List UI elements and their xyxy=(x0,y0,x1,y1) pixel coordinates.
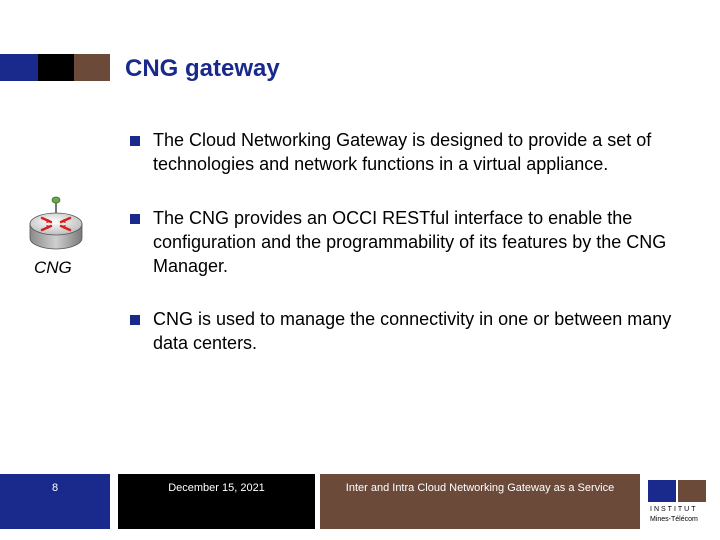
router-icon xyxy=(26,194,86,252)
bullet-square-icon xyxy=(130,315,140,325)
router-label: CNG xyxy=(34,258,72,277)
bullet-list xyxy=(130,128,700,385)
institution-logo xyxy=(648,480,708,528)
logo-brown-block xyxy=(678,480,706,502)
bullet-square-icon xyxy=(130,214,140,224)
title-accent-brown xyxy=(74,54,110,81)
bullet-item xyxy=(130,307,700,355)
logo-line2: Mines-Télécom xyxy=(650,516,698,523)
page-number: 8 xyxy=(51,482,59,494)
logo-line1: INSTITUT xyxy=(650,506,698,513)
bullet-item xyxy=(130,128,700,176)
footer-date: December 15, 2021 xyxy=(168,482,265,494)
bullet-text: CNG is used to manage the connectivity in one or between many data centers. xyxy=(153,309,672,353)
title-accent-bar xyxy=(0,54,110,81)
bullet-item xyxy=(130,206,700,278)
bullet-square-icon xyxy=(130,136,140,146)
title-accent-black xyxy=(38,54,74,81)
bullet-text: The CNG provides an OCCI RESTful interface to enable the configuration and the programmability of its features by the CNG Manager. xyxy=(153,208,667,276)
logo-blue-block xyxy=(648,480,676,502)
title-accent-blue xyxy=(0,54,38,81)
footer-presentation-title: Inter and Intra Cloud Networking Gateway as a Service xyxy=(345,482,615,494)
bullet-text: The Cloud Networking Gateway is designed to provide a set of technologies and network functions in a virtual appliance. xyxy=(153,130,652,174)
slide-title: CNG gateway xyxy=(125,55,280,82)
